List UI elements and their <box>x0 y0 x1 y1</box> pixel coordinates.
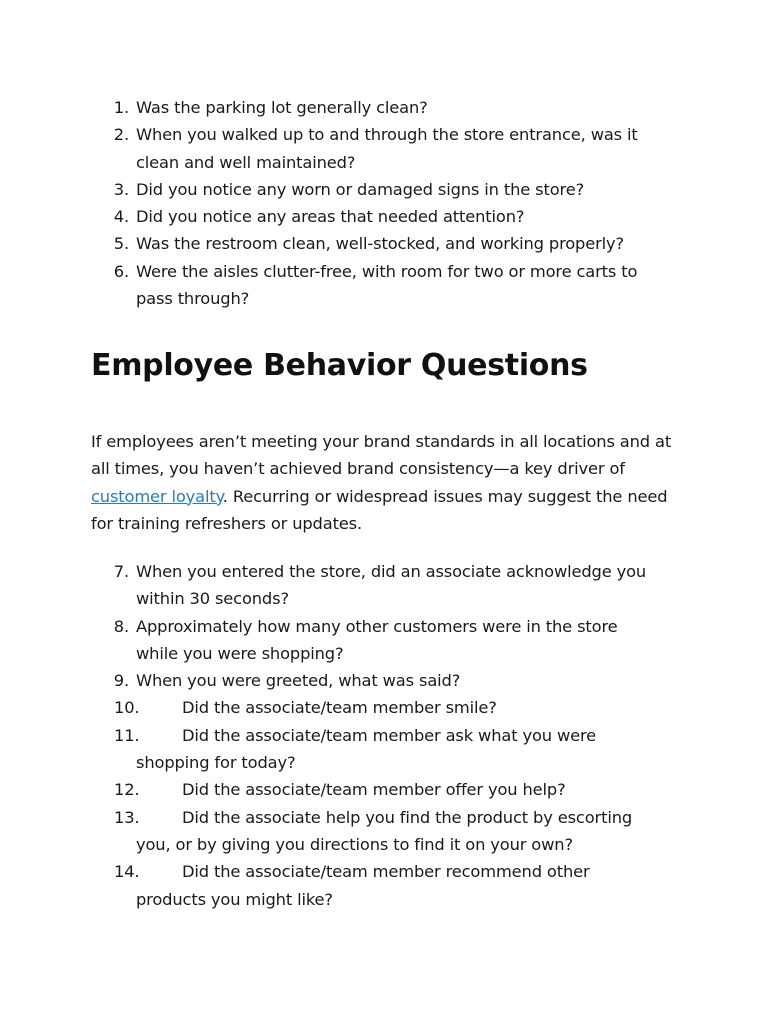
list-item <box>0 667 666 694</box>
list-item-text: When you walked up to and through the store entrance, was it clean and well maintained? <box>136 125 638 172</box>
list-item-number: 8. <box>113 616 129 636</box>
list-item-number: 2. <box>113 125 129 145</box>
list-item-text: Did you notice any areas that needed attention? <box>136 207 525 227</box>
list-item-text: Did the associate/team member offer you help? <box>182 780 566 800</box>
list-item <box>0 613 636 668</box>
list-item-text: Did the associate/team member smile? <box>182 698 497 718</box>
list-item <box>0 230 666 257</box>
list-item <box>0 694 666 721</box>
list-item <box>0 176 666 203</box>
list-item-text: Was the restroom clean, well-stocked, and working properly? <box>136 234 625 254</box>
list-item-text: Did the associate help you find the product by escorting you, or by giving you directions to find it on your own? <box>136 807 633 854</box>
store-condition-question-list <box>0 94 666 312</box>
list-item <box>0 121 661 176</box>
list-item <box>0 258 661 313</box>
list-item-number: 1. <box>113 98 129 117</box>
paragraph-text: . Recurring or widespread issues may suggest the need for training refreshers or updates. <box>91 486 668 533</box>
employee-behavior-question-list <box>0 558 666 913</box>
paragraph-text: If employees aren’t meeting your brand standards in all locations and at all times, you haven’t achieved brand consistency—a key driver of <box>91 432 672 479</box>
list-item-text: Were the aisles clutter-free, with room for two or more carts to pass through? <box>136 261 638 309</box>
list-item-number: 7. <box>113 562 129 581</box>
list-item-text: Did the associate/team member recommend other products you might like? <box>136 862 590 909</box>
list-item-number: 9. <box>113 671 129 691</box>
list-item-number: 11. <box>114 725 140 745</box>
list-item-number: 13. <box>114 807 140 827</box>
list-item <box>0 776 666 803</box>
list-item-text: When you were greeted, what was said? <box>136 671 461 691</box>
list-item <box>0 203 666 230</box>
list-item-text: Approximately how many other customers were in the store while you were shopping? <box>136 616 618 663</box>
list-item-text: Did the associate/team member ask what you were shopping for today? <box>136 725 597 773</box>
list-item-text: Was the parking lot generally clean? <box>136 98 428 117</box>
list-item-number: 12. <box>114 780 140 800</box>
list-item <box>0 804 656 859</box>
list-item-number: 14. <box>114 862 140 882</box>
list-item-number: 3. <box>113 179 129 199</box>
list-item <box>0 722 606 777</box>
list-item-text: Did you notice any worn or damaged signs in the store? <box>136 179 585 199</box>
section-intro-paragraph <box>91 428 681 537</box>
list-item-number: 4. <box>113 207 129 227</box>
list-item <box>0 558 666 613</box>
list-item-text: When you entered the store, did an associate acknowledge you within 30 seconds? <box>136 562 647 609</box>
list-item-number: 5. <box>113 234 129 254</box>
list-item <box>0 94 666 121</box>
list-item <box>0 858 606 913</box>
section-heading: Employee Behavior Questions <box>91 348 588 383</box>
customer-loyalty-link[interactable]: customer loyalty <box>91 486 223 506</box>
list-item-number: 6. <box>113 261 129 281</box>
list-item-number: 10. <box>114 698 140 718</box>
